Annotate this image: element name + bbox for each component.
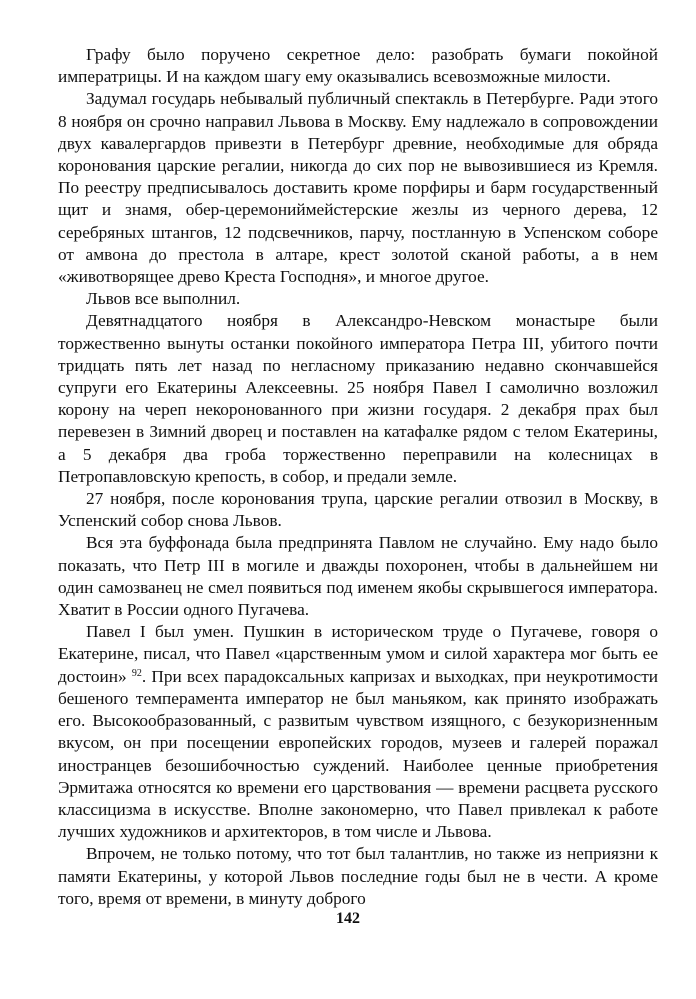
paragraph-1: Графу было поручено секретное дело: разобрать бумаги покойной императрицы. И на каждом шагу ему оказывались всевозможные милости. xyxy=(58,45,658,87)
paragraph-5: 27 ноября, после коронования трупа, царские регалии отвозил в Москву, в Успенский собор снова Львов. xyxy=(58,489,658,531)
paragraph-7 xyxy=(58,621,658,843)
footnote-marker: 92 xyxy=(131,667,142,679)
paragraph-8: Впрочем, не только потому, что тот был талантлив, но также из неприязни к памяти Екатерины, у которой Львов последние годы был не в чести. А кроме того, время от времени, в минуту доброго xyxy=(58,844,658,908)
page-number: 142 xyxy=(336,910,360,927)
paragraph-7-text-after: . При всех парадоксальных капризах и выходках, при неукротимости бешеного темперамента император не был маньяком, как принято изображать его. Высокообразованный, с развитым чувством изящного, с безукоризненным вкусом, он при посещении европейских городов, музеев и галерей поражал иностранцев безошибочностью суждений. Наиболее ценные приобретения Эрмитажа относятся ко времени его царствования — времени расцвета русского классицизма в искусстве. Вполне закономерно, что Павел привлекал к работе лучших художников и архитекторов, в том числе и Львова. xyxy=(58,666,658,842)
page-body xyxy=(58,44,658,910)
paragraph-3: Львов все выполнил. xyxy=(86,289,241,309)
paragraph-6: Вся эта буффонада была предпринята Павлом не случайно. Ему надо было показать, что Петр III в могиле и дважды похоронен, чтобы в дальнейшем ни один самозванец не смел появиться под именем якобы скрывшегося императора. Хватит в России одного Пугачева. xyxy=(58,533,658,620)
paragraph-2: Задумал государь небывалый публичный спектакль в Петербурге. Ради этого 8 ноября он срочно направил Львова в Москву. Ему надлежало в сопровождении двух кавалергардов привезти в Петербург древние, необходимые для обряда коронования царские регалии, никогда до сих пор не вывозившиеся из Кремля. По реестру предписывалось доставить кроме порфиры и барм государственный щит и знамя, обер-церемониймейстерские жезлы из черного дерева, 12 серебряных штангов, 12 подсвечников, парчу, постланную в Успенском соборе от амвона до престола в алтаре, крест золотой сканой работы, а в нем «животворящее древо Креста Господня», и многое другое. xyxy=(58,89,658,287)
paragraph-4: Девятнадцатого ноября в Александро-Невском монастыре были торжественно вынуты останки покойного императора Петра III, убитого почти тридцать пять лет назад по негласному приказанию недавно скончавшейся супруги его Екатерины Алексеевны. 25 ноября Павел I самолично возложил корону на череп некоронованного при жизни государя. 2 декабря прах был перевезен в Зимний дворец и поставлен на катафалке рядом с телом Екатерины, а 5 декабря два гроба торжественно переправили на колесницах в Петропавловскую крепость, в собор, и предали земле. xyxy=(58,311,658,486)
paragraph-7-text-before: Павел I был умен. Пушкин в историческом труде о Пугачеве, говоря о Екатерине, писал, что Павел «царственным умом и силой характера мог быть ее достоин» xyxy=(58,622,658,686)
